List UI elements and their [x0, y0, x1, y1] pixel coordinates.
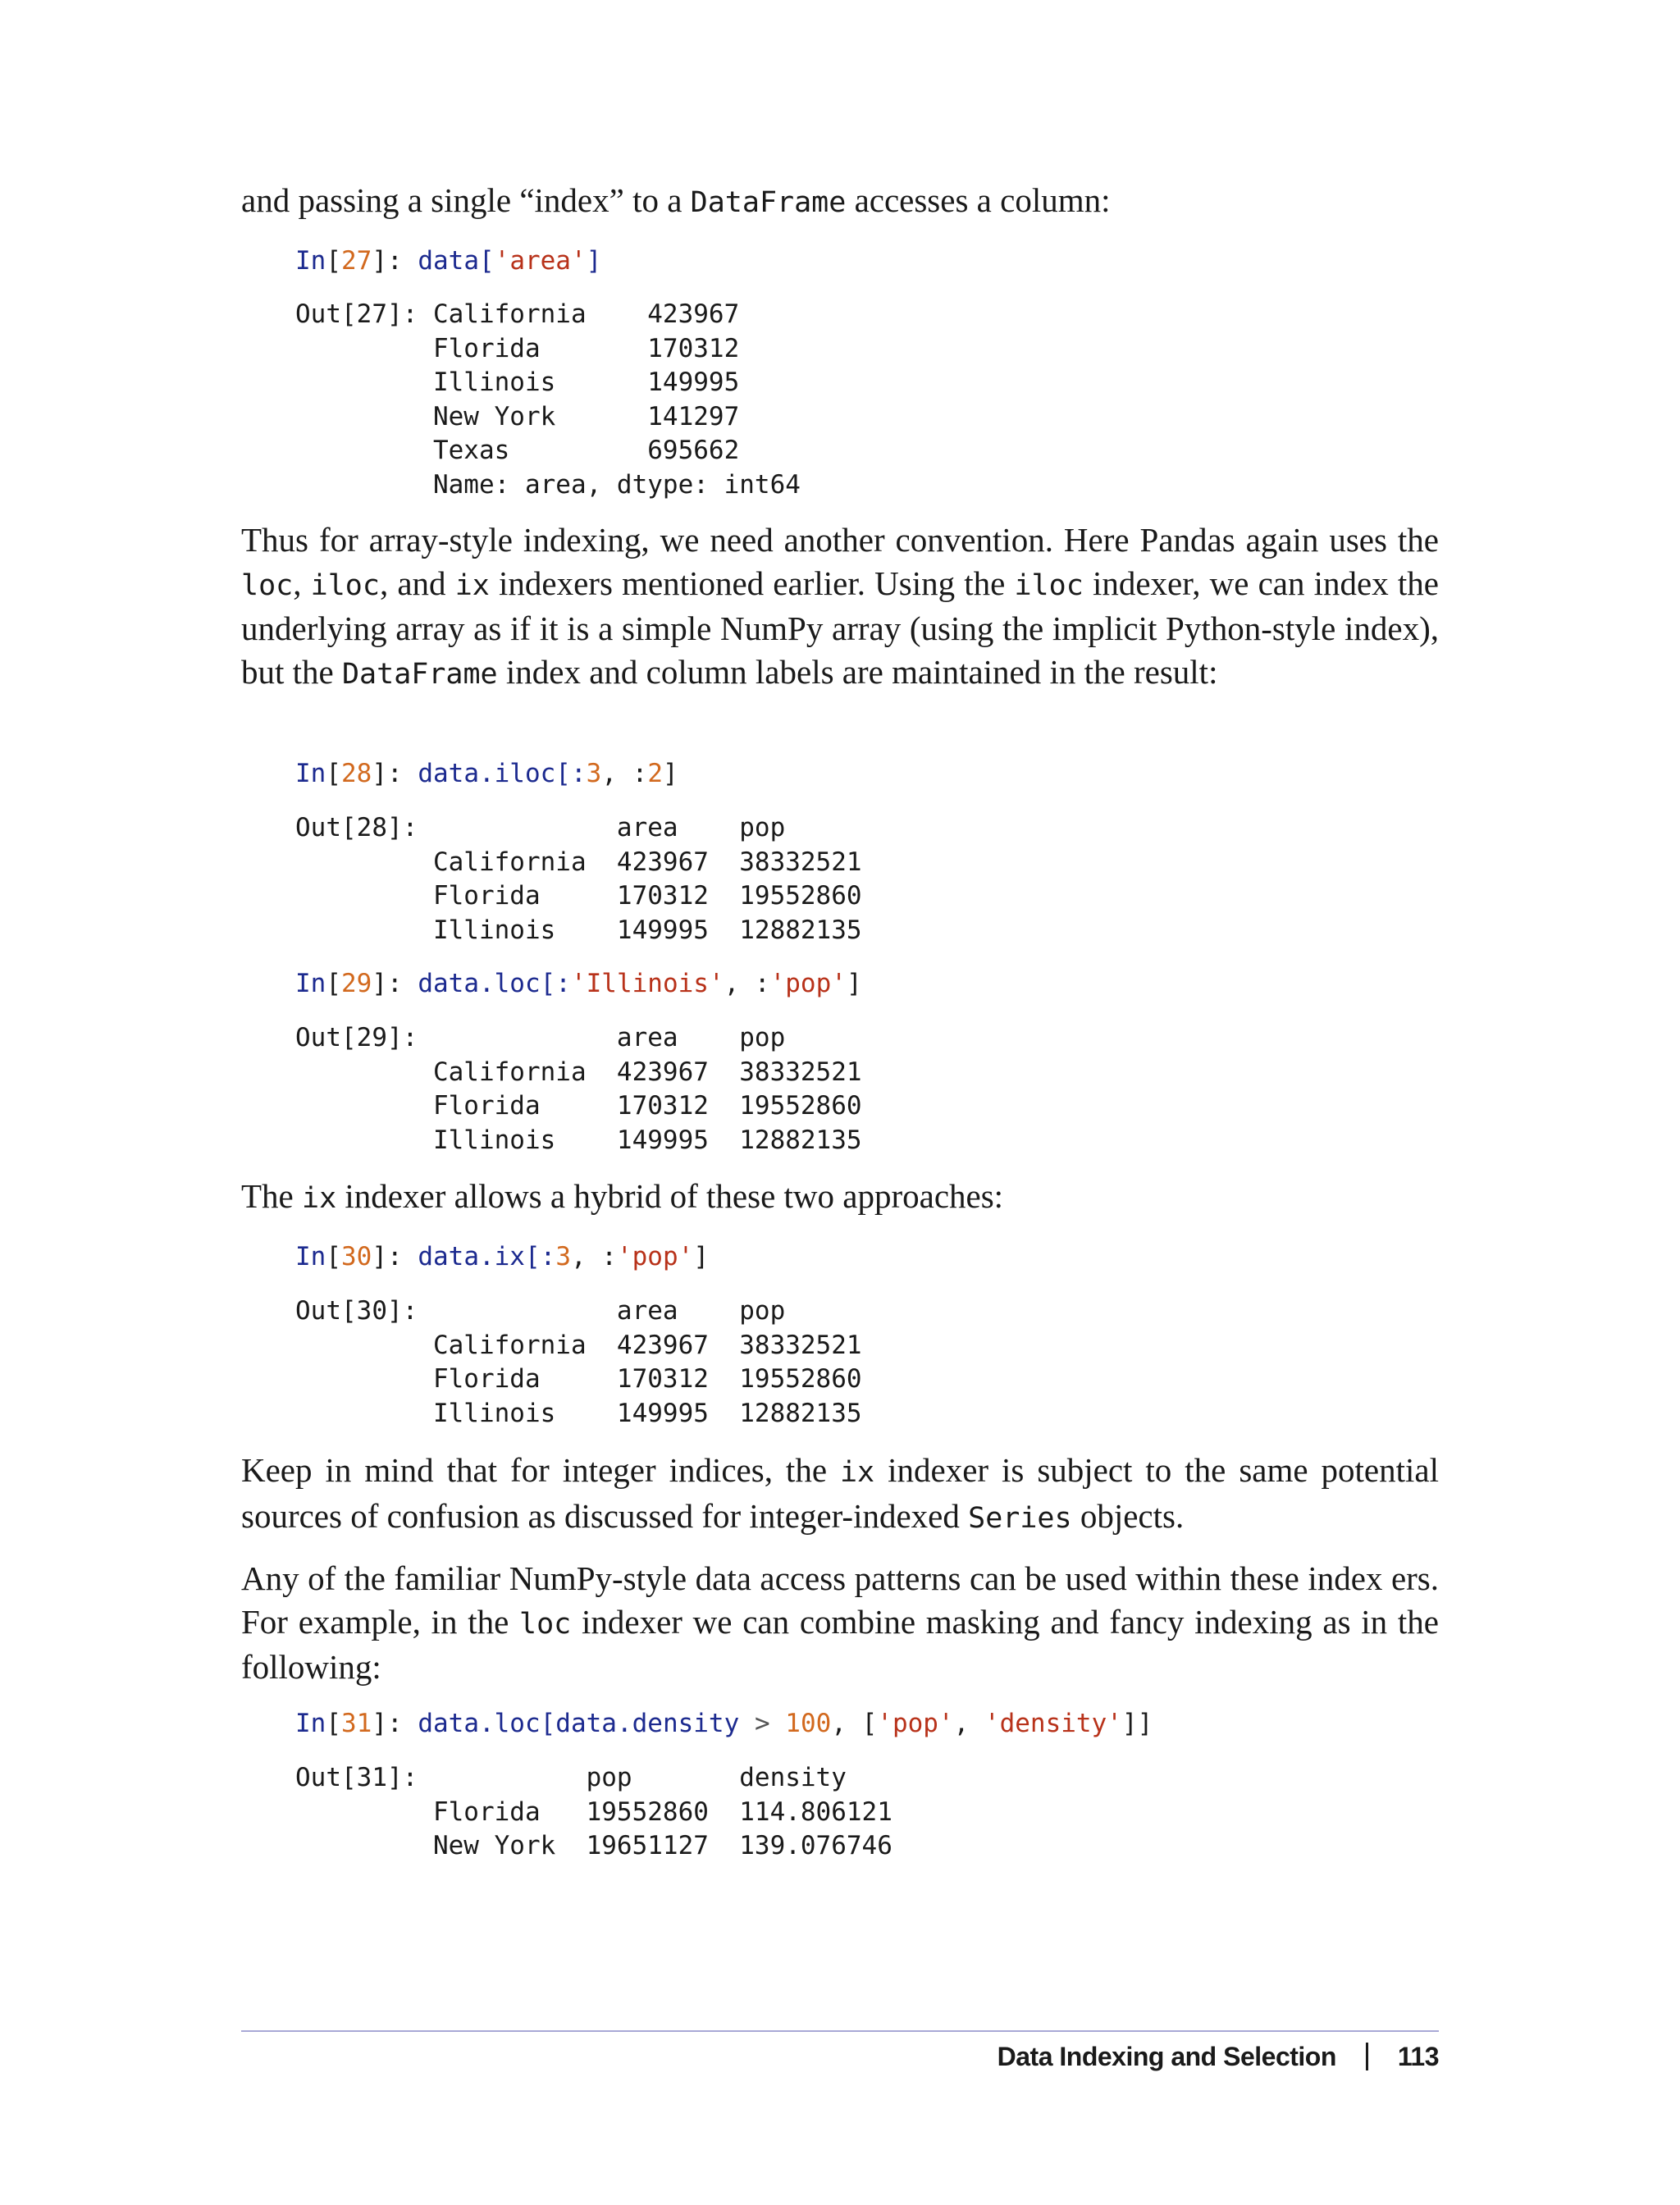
inline-code: Series [968, 1501, 1072, 1535]
code-text: ] [662, 759, 678, 788]
text: , and [379, 564, 455, 602]
paragraph-intro [241, 179, 1439, 225]
text: Thus for array-style indexing, we need another convention. Here Pandas again uses the [241, 521, 1439, 559]
code-text: , [953, 1709, 984, 1738]
code-number: 3 [555, 1242, 571, 1271]
in-prompt: In [295, 1242, 326, 1271]
page-footer [998, 2038, 1439, 2075]
text: and passing a single “index” to a [241, 181, 691, 219]
code-text: ] [693, 1242, 709, 1271]
code-text: data.loc[: [418, 969, 571, 998]
text: Keep in mind that for integer indices, the [241, 1451, 840, 1489]
code-text [770, 1709, 786, 1738]
text: objects. [1071, 1496, 1185, 1535]
inline-code: iloc [310, 568, 380, 602]
footer-separator [1366, 2043, 1368, 2070]
in-prompt: In [295, 1709, 326, 1738]
paragraph-numpy-patterns [241, 1557, 1439, 1689]
cell-number: 31 [341, 1709, 372, 1738]
code-block-in27: In[27]: data['area'] [295, 246, 602, 276]
code-string: 'pop' [877, 1709, 954, 1738]
cell-number: 28 [341, 759, 372, 788]
code-string: 'area' [494, 246, 587, 276]
code-text: , : [570, 1242, 617, 1271]
code-number: 3 [586, 759, 602, 788]
output-block-out28: Out[28]: area pop California 423967 38332521 Florida 170312 19552860 Illinois 149995 12882135 [295, 813, 862, 945]
code-string: 'pop' [616, 1242, 694, 1271]
in-prompt: In [295, 246, 326, 276]
code-text: data.loc[data.density [418, 1709, 755, 1738]
paragraph-integer-indices [241, 1449, 1439, 1540]
cell-number: 29 [341, 969, 372, 998]
footer-section-title: Data Indexing and Selection [997, 2042, 1336, 2071]
inline-code: loc [241, 568, 294, 602]
text: indexer, we can index the underlying array as if it is a simple NumPy array (using the implicit Python-style index), but the [241, 564, 1439, 691]
code-text: data.iloc[: [418, 759, 587, 788]
inline-code: ix [454, 568, 490, 602]
code-block-in31: In[31]: data.loc[data.density > 100, ['pop', 'density']] [295, 1709, 1153, 1738]
text: accesses a column: [846, 181, 1111, 219]
code-text: data.ix[: [418, 1242, 556, 1271]
code-block-in29: In[29]: data.loc[:'Illinois', :'pop'] [295, 969, 862, 998]
inline-code: ix [839, 1456, 875, 1489]
text: The [241, 1177, 302, 1215]
cell-number: 30 [341, 1242, 372, 1271]
code-text: , : [601, 759, 648, 788]
output-block-out31: Out[31]: pop density Florida 19552860 114.806121 New York 19651127 139.076746 [295, 1763, 892, 1860]
in-prompt: In [295, 759, 326, 788]
inline-code: ix [302, 1182, 337, 1215]
code-string: 'density' [984, 1709, 1122, 1738]
text: indexer is subject to the same potential sources of confusion as discussed for integer-indexed [241, 1451, 1439, 1535]
code-text: ]] [1121, 1709, 1153, 1738]
code-string: 'Illinois' [570, 969, 724, 998]
inline-code: loc [519, 1607, 572, 1641]
output-block-out30: Out[30]: area pop California 423967 38332521 Florida 170312 19552860 Illinois 149995 12882135 [295, 1296, 862, 1428]
inline-code: DataFrame [690, 186, 847, 219]
text: index and column labels are maintained in the result: [497, 652, 1218, 691]
code-number: 2 [647, 759, 663, 788]
in-prompt: In [295, 969, 326, 998]
code-text: , : [724, 969, 770, 998]
code-text: ] [846, 969, 862, 998]
code-text: ] [586, 246, 602, 276]
inline-code: iloc [1014, 568, 1084, 602]
text: Any of the familiar NumPy-style data access patterns can be used within these index ers. For example, in the [241, 1559, 1439, 1641]
footer-rule [241, 2030, 1439, 2032]
text: , [293, 564, 311, 602]
text: indexer we can combine masking and fancy indexing as in the following: [241, 1602, 1440, 1686]
code-operator: > [754, 1709, 770, 1738]
paragraph-array-style [241, 518, 1439, 696]
cell-number: 27 [341, 246, 372, 276]
output-block-out27: Out[27]: California 423967 Florida 170312 Illinois 149995 New York 141297 Texas 695662 Name: area, dtype: int64 [295, 299, 801, 500]
page-number: 113 [1397, 2042, 1439, 2071]
text: indexers mentioned earlier. Using the [489, 564, 1015, 602]
code-number: 100 [785, 1709, 832, 1738]
inline-code: DataFrame [341, 657, 498, 691]
code-block-in30: In[30]: data.ix[:3, :'pop'] [295, 1242, 709, 1271]
code-text: data[ [418, 246, 495, 276]
paragraph-ix [241, 1175, 1439, 1221]
code-text: , [ [831, 1709, 878, 1738]
output-block-out29: Out[29]: area pop California 423967 38332521 Florida 170312 19552860 Illinois 149995 12882135 [295, 1023, 862, 1155]
code-block-in28: In[28]: data.iloc[:3, :2] [295, 759, 678, 788]
code-string: 'pop' [769, 969, 847, 998]
text: indexer allows a hybrid of these two approaches: [336, 1177, 1004, 1215]
